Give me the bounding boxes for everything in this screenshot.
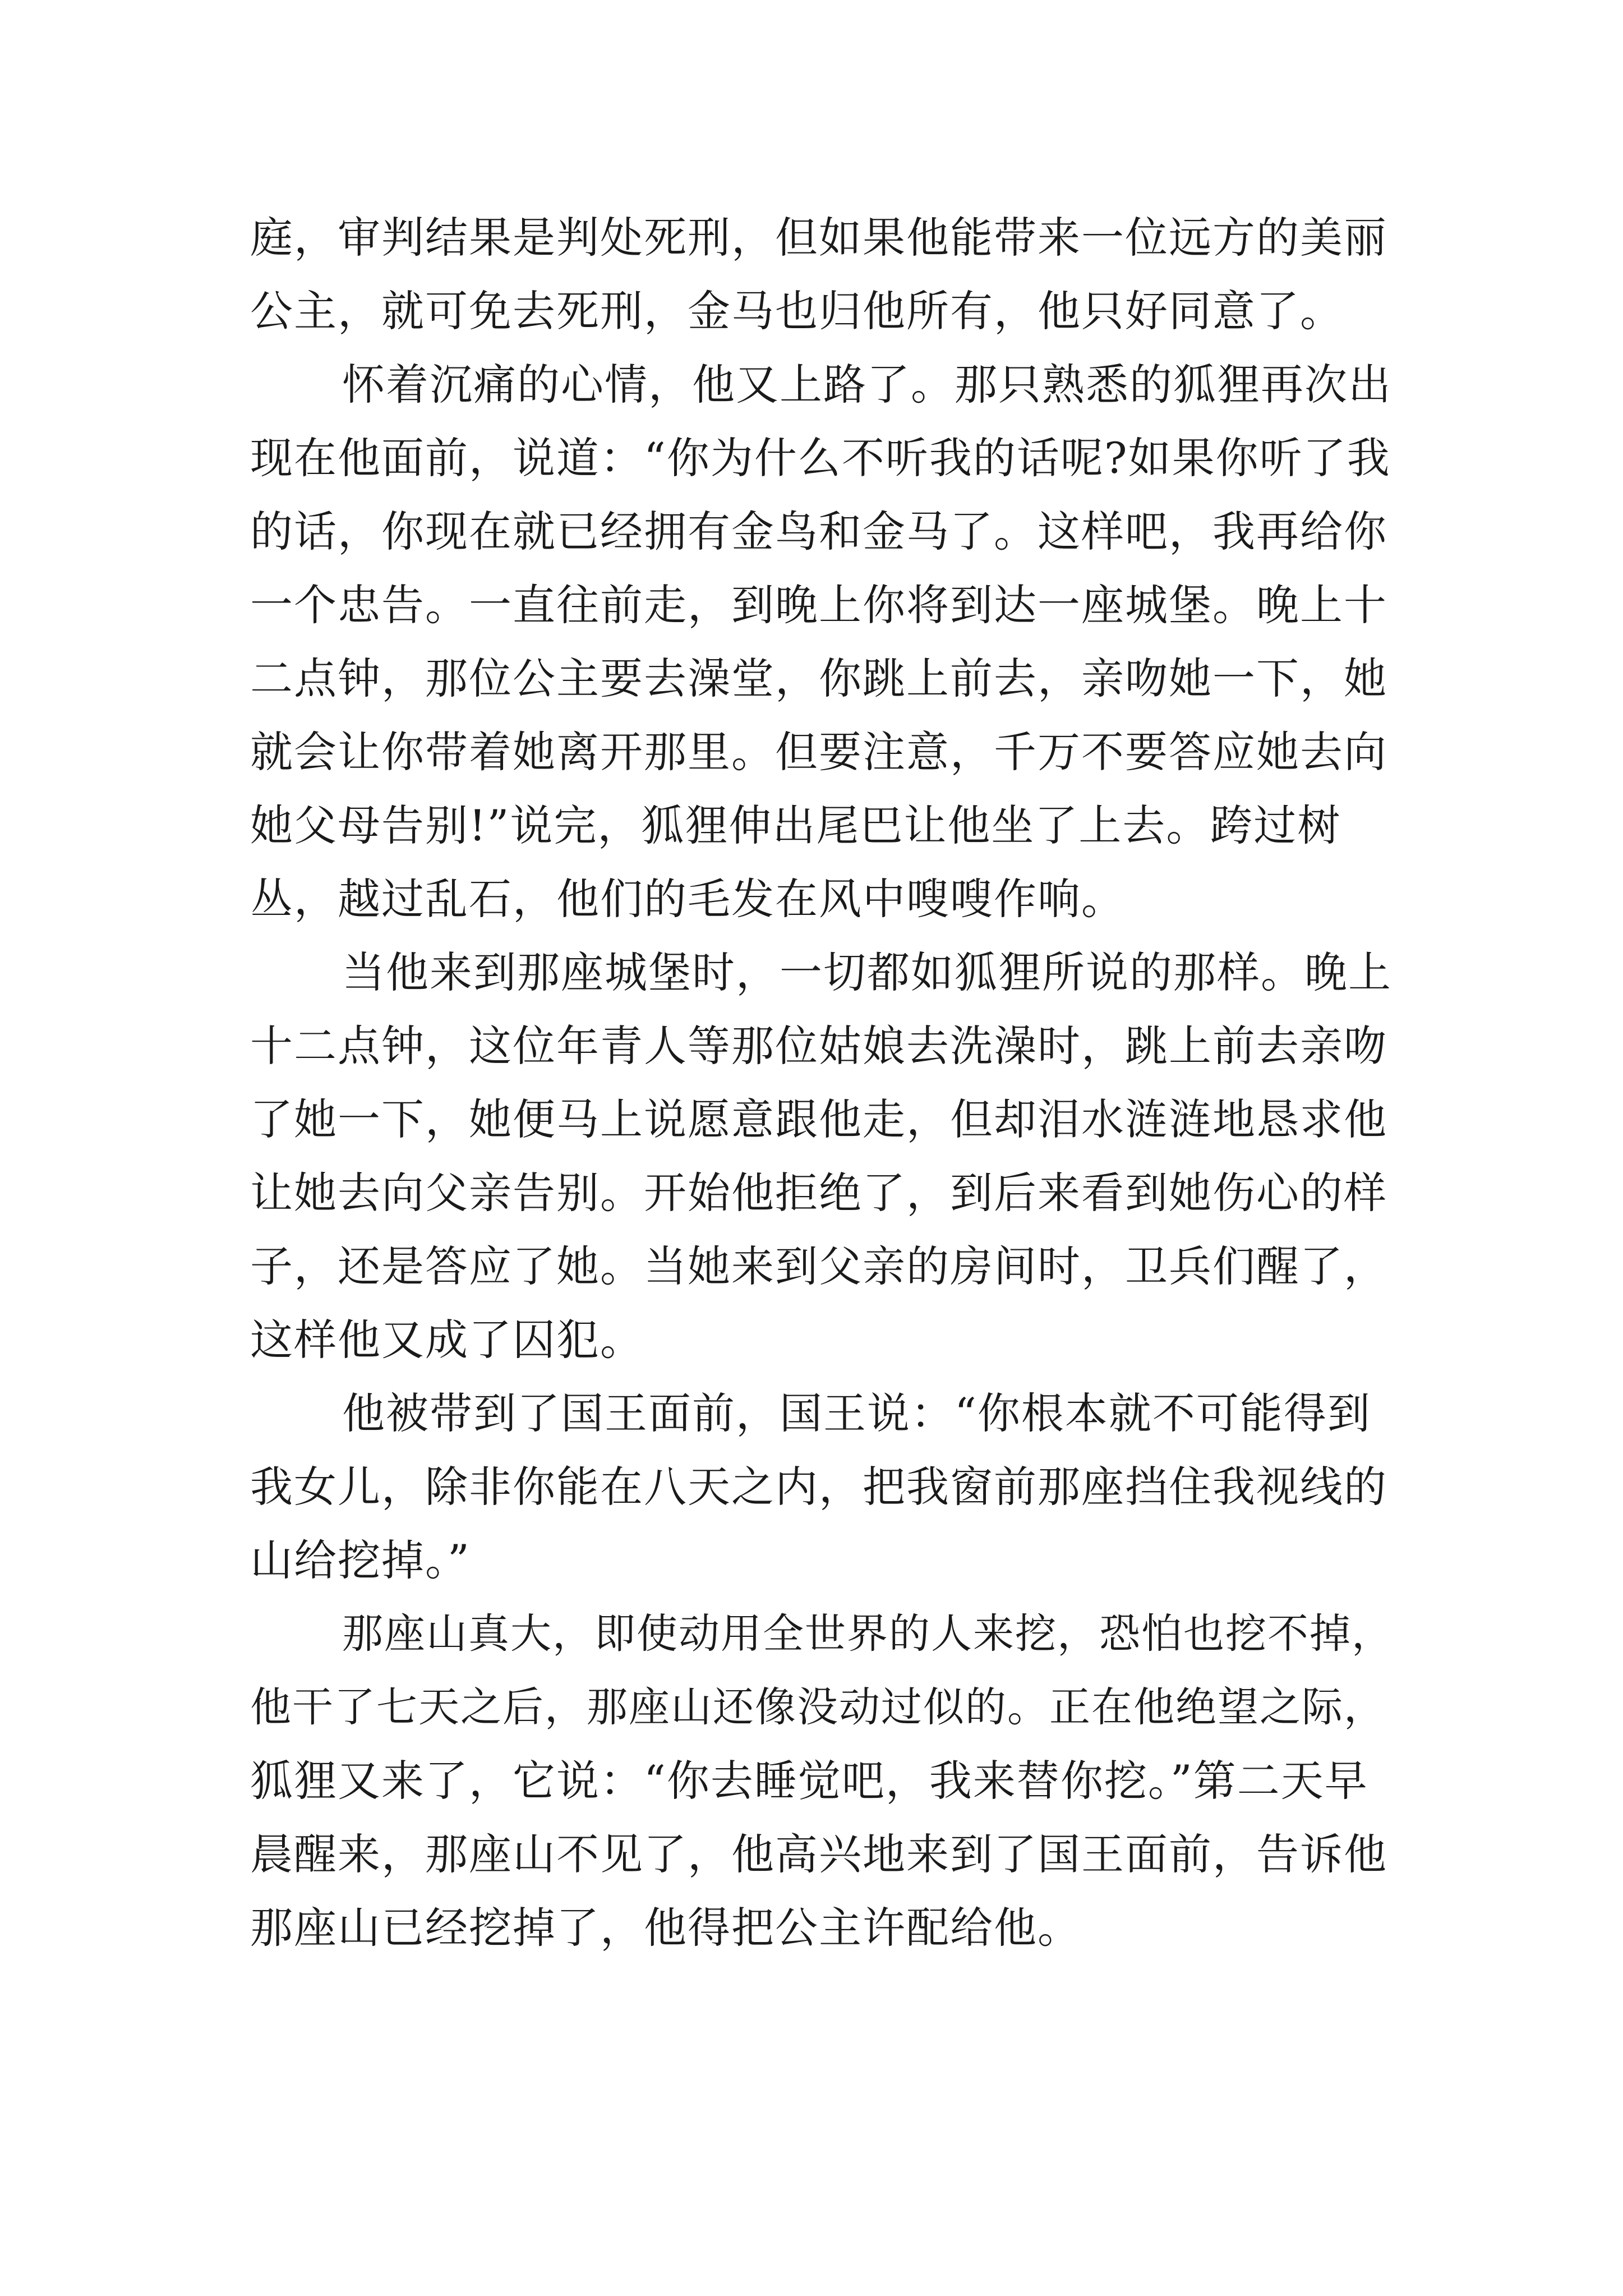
text-line: 晨醒来，那座山不见了，他高兴地来到了国王面前，告诉他	[250, 1829, 1387, 1879]
text-line: 那座山真大，即使动用全世界的人来挖，恐怕也挖不掉，	[342, 1610, 1394, 1658]
text-line: 公主，就可免去死刑，金马也归他所有，他只好同意了。	[250, 286, 1344, 336]
text-line: 她父母告别!”说完，狐狸伸出尾巴让他坐了上去。跨过树	[250, 800, 1341, 850]
text-line: 我女儿，除非你能在八天之内，把我窗前那座挡住我视线的	[250, 1462, 1387, 1512]
text-line: 怀着沉痛的心情，他又上路了。那只熟悉的狐狸再次出	[342, 360, 1392, 409]
text-line: 就会让你带着她离开那里。但要注意，千万不要答应她去向	[250, 727, 1387, 777]
text-line: 他被带到了国王面前，国王说：“你根本就不可能得到	[342, 1388, 1371, 1438]
text-line: 丛，越过乱石，他们的毛发在风中嗖嗖作响。	[250, 874, 1125, 924]
text-line: 了她一下，她便马上说愿意跟他走，但却泪水涟涟地恳求他	[250, 1094, 1387, 1144]
text-line: 子，还是答应了她。当她来到父亲的房间时，卫兵们醒了，	[250, 1241, 1387, 1291]
text-line: 当他来到那座城堡时，一切都如狐狸所说的那样。晚上	[342, 947, 1392, 997]
text-line: 的话，你现在就已经拥有金鸟和金马了。这样吧，我再给你	[250, 507, 1387, 556]
text-line: 这样他又成了囚犯。	[250, 1315, 644, 1365]
text-line: 庭，审判结果是判处死刑，但如果他能带来一位远方的美丽	[250, 213, 1387, 263]
text-line: 让她去向父亲告别。开始他拒绝了，到后来看到她伤心的样	[250, 1168, 1387, 1218]
text-line: 他干了七天之后，那座山还像没动过似的。正在他绝望之际，	[250, 1683, 1386, 1731]
text-line: 狐狸又来了，它说：“你去睡觉吧，我来替你挖。”第二天早	[250, 1756, 1368, 1806]
text-line: 一个忠告。一直往前走，到晚上你将到达一座城堡。晚上十	[250, 580, 1387, 630]
text-line: 十二点钟，这位年青人等那位姑娘去洗澡时，跳上前去亲吻	[250, 1021, 1387, 1071]
text-line: 那座山已经挖掉了，他得把公主许配给他。	[250, 1903, 1081, 1953]
text-line: 现在他面前，说道：“你为什么不听我的话呢?如果你听了我	[250, 433, 1391, 483]
text-line: 山给挖掉。”	[250, 1535, 471, 1585]
story-text	[250, 201, 1400, 1964]
text-line: 二点钟，那位公主要去澡堂，你跳上前去，亲吻她一下，她	[250, 654, 1387, 703]
